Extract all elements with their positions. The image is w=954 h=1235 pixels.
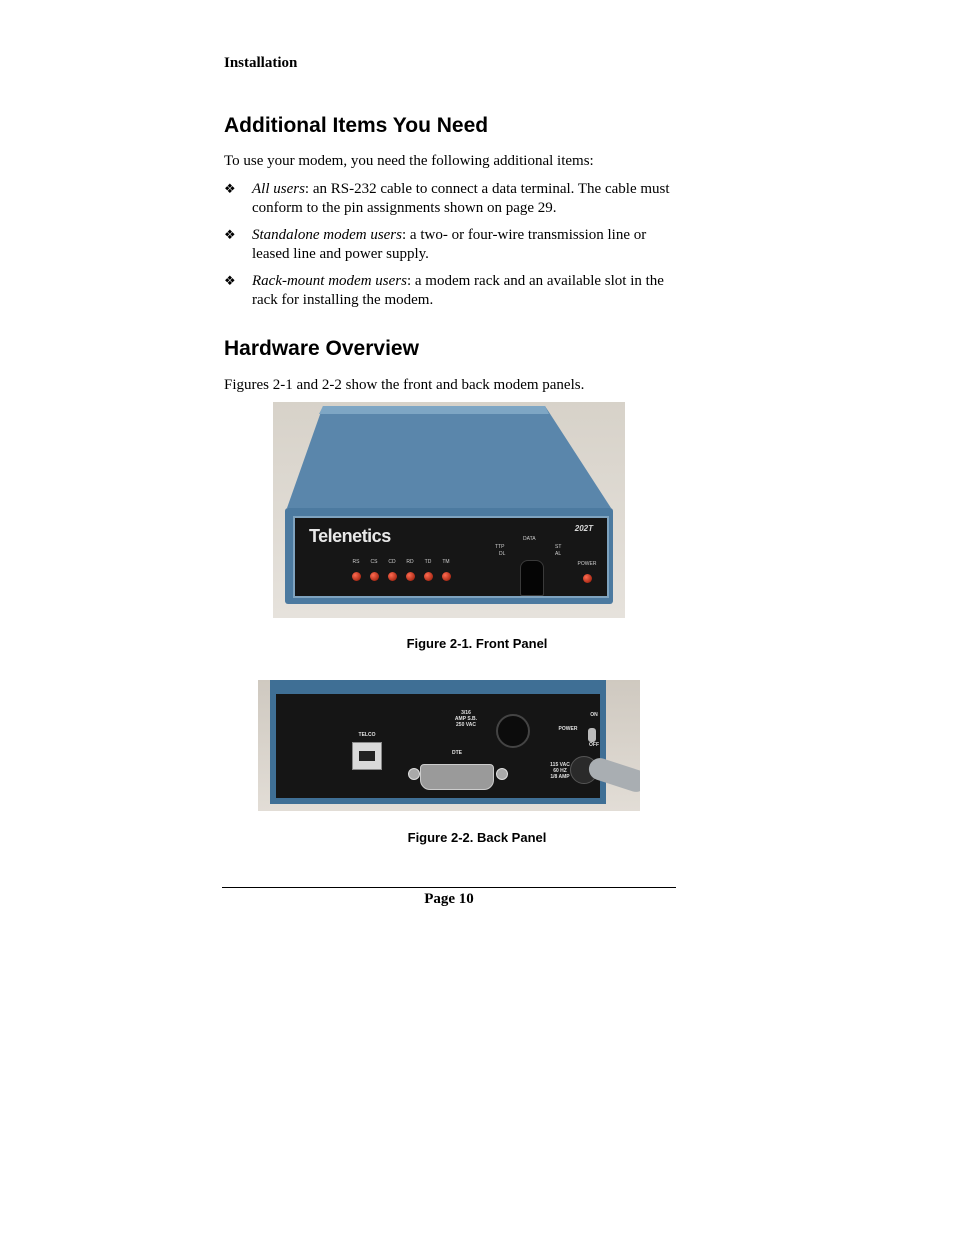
list-item (224, 272, 684, 310)
back-panel-face (276, 694, 600, 798)
bullet-text: : an RS-232 cable to connect a data terminal. The cable must conform to the pin assignments shown on page 29. (252, 181, 670, 216)
led-indicator: CD (383, 550, 401, 581)
page-number: Page 10 (424, 891, 474, 907)
back-panel-photo (258, 680, 640, 811)
off-label: OFF (589, 742, 599, 748)
led-indicator: CS (365, 550, 383, 581)
bullet-text: : a modem rack and an available slot in the rack for installing the modem. (252, 273, 664, 308)
list-item (224, 226, 684, 264)
model-label: 202T (574, 524, 593, 533)
front-bezel (285, 508, 613, 604)
modem-top-cover (273, 402, 625, 512)
led-indicator: TM (437, 550, 455, 581)
led-icon (370, 572, 379, 581)
led-icon (352, 572, 361, 581)
mode-selector: DATA TTP ST DL AL (491, 536, 571, 594)
bullet-diamond-icon: ❖ (224, 182, 236, 197)
footer-rule (222, 887, 676, 888)
led-icon (388, 572, 397, 581)
led-indicator: RS (347, 550, 365, 581)
figure-caption-back: Figure 2-2. Back Panel (407, 830, 547, 845)
led-indicator: RD (401, 550, 419, 581)
front-panel-photo (273, 402, 625, 618)
power-label: POWER (558, 726, 578, 732)
section-heading-hardware-overview: Hardware Overview (224, 337, 419, 360)
power-spec: 115 VAC 60 HZ 1/8 AMP (550, 762, 570, 780)
fuse-holder-icon (496, 714, 530, 748)
figure-caption-front: Figure 2-1. Front Panel (406, 636, 548, 651)
power-indicator: POWER (575, 552, 599, 583)
rotary-knob-icon (520, 560, 544, 596)
led-indicator: TD (419, 550, 437, 581)
screw-icon (496, 768, 508, 780)
brand-logo: Telenetics (309, 526, 391, 546)
screw-icon (408, 768, 420, 780)
telco-label: TELCO (358, 732, 376, 738)
telco-jack-icon (352, 742, 382, 770)
section-heading-additional-items: Additional Items You Need (224, 114, 489, 137)
led-icon (442, 572, 451, 581)
bullet-text: : a two- or four-wire transmission line or leased line and power supply. (252, 227, 647, 262)
section2-intro: Figures 2-1 and 2-2 show the front and back modem panels. (224, 377, 585, 393)
led-icon (424, 572, 433, 581)
fuse-spec: 3/16 AMP S.B. 250 VAC (454, 710, 478, 728)
power-switch-icon (588, 728, 596, 742)
led-icon (406, 572, 415, 581)
running-head: Installation (224, 55, 298, 71)
bullet-term: All users (252, 181, 305, 197)
list-item (224, 180, 684, 218)
dte-connector-icon (420, 764, 494, 790)
section1-intro: To use your modem, you need the following additional items: (224, 153, 594, 169)
back-bezel (270, 680, 606, 804)
bullet-diamond-icon: ❖ (224, 228, 236, 243)
additional-items-list (224, 180, 684, 318)
front-panel-face (293, 516, 609, 598)
dte-label: DTE (452, 750, 462, 756)
on-label: ON (590, 712, 598, 718)
bullet-term: Rack-mount modem users (252, 273, 407, 289)
bullet-diamond-icon: ❖ (224, 274, 236, 289)
bullet-term: Standalone modem users (252, 227, 402, 243)
power-led-icon (583, 574, 592, 583)
